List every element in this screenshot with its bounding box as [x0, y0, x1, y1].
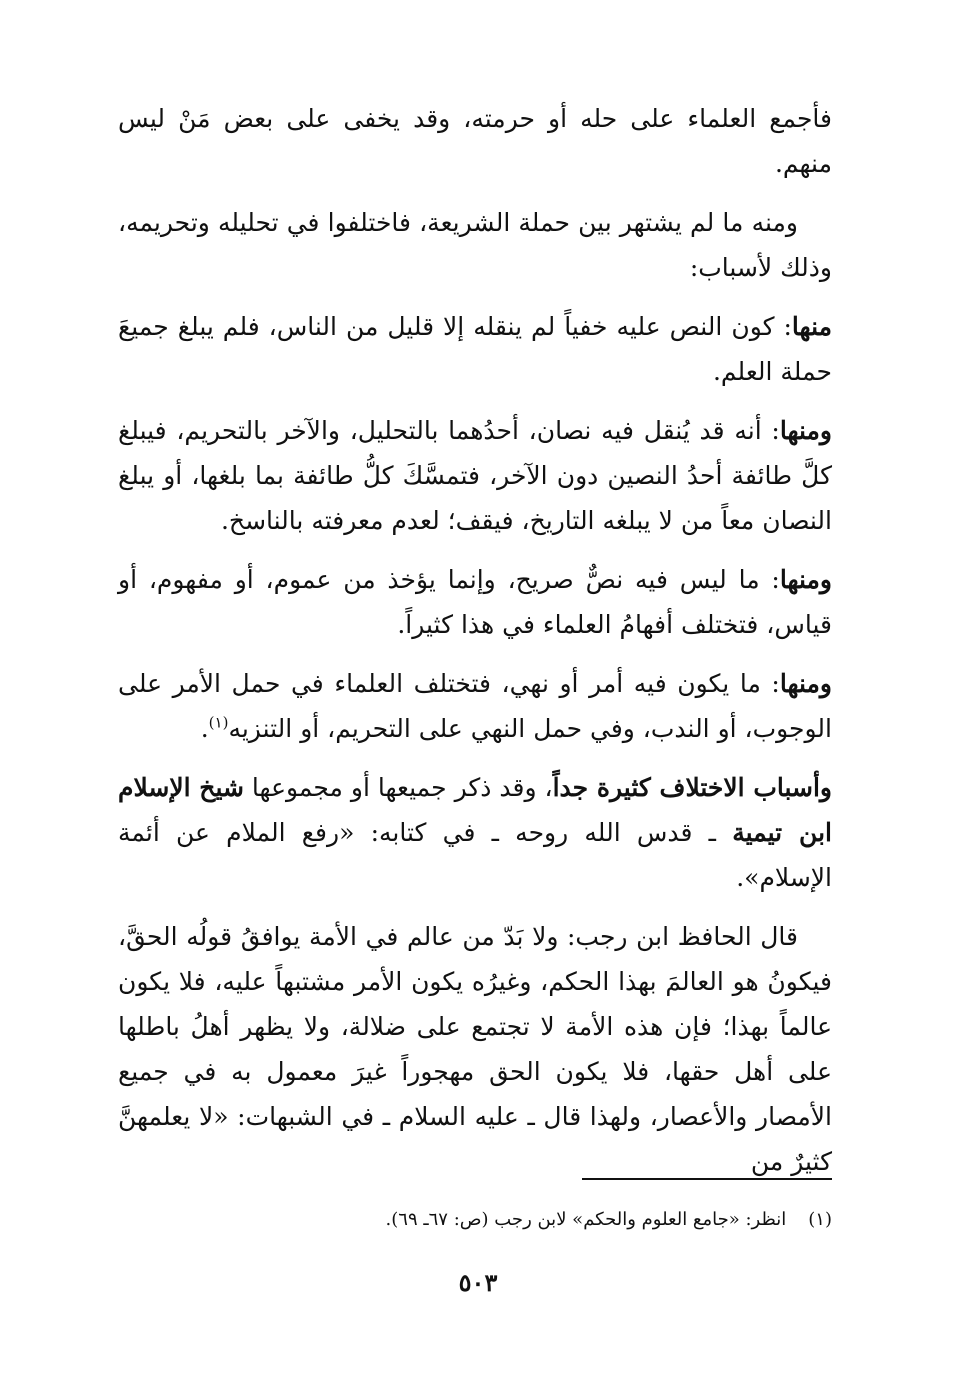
- text-segment: قال الحافظ ابن رجب: ولا بَدّ من عالم في الأمة يوافقُ قولُه الحقَّ، فيكونُ هو العالمَ بهذا الحكم، وغيرُه يكون الأمر مشتبهاً عليه، فلا يكون عالماً بهذا؛ فإن هذه الأمة لا تجتمع على ضلالة، ولا يظهر أهلُ باطلها على أهل حقها، فلا يكون الحق مهجوراً غيرَ معمول به في جميع الأمصار والأعصار، ولهذا قال ـ عليه السلام ـ في الشبهات: «لا يعلمهنَّ كثيرٌ من: [118, 922, 832, 1176]
- paragraph: [118, 96, 832, 186]
- page-number: ٥٠٣: [458, 1268, 498, 1297]
- text-segment: : ما ليس فيه نصٌّ صريح، وإنما يؤخذ من عموم، أو مفهوم، أو قياس، فتختلف أفهامُ العلماء في هذا كثيراً.: [118, 565, 832, 639]
- bold-text-segment: شيخ الإسلام ابن تيمية: [118, 773, 832, 847]
- footnote-reference: (١): [208, 713, 229, 732]
- paragraph: [118, 765, 832, 900]
- bold-text-segment: ومنها: [779, 669, 832, 698]
- main-text: [118, 96, 832, 1198]
- paragraph: [118, 304, 832, 394]
- text-segment: ومنه ما لم يشتهر بين حملة الشريعة، فاختلفوا في تحليله وتحريمه، وذلك لأسباب:: [118, 208, 832, 282]
- paragraph: [118, 914, 832, 1184]
- bold-text-segment: وأسباب الاختلاف كثيرة جداً: [552, 773, 832, 802]
- paragraph: [118, 408, 832, 543]
- footnote: [118, 1200, 832, 1240]
- paragraph: [118, 557, 832, 647]
- text-segment: : أنه قد يُنقل فيه نصان، أحدُهما بالتحليل، والآخر بالتحريم، فيبلغ كلَّ طائفة أحدُ النصين دون الآخر، فتمسَّكَ كلُّ طائفة بما بلغها، أو يبلغ النصان معاً من لا يبلغه التاريخ، فيقف؛ لعدم معرفته بالناسخ.: [118, 416, 832, 535]
- text-segment: فأجمع العلماء على حله أو حرمته، وقد يخفى على بعض مَنْ ليس منهم.: [118, 104, 832, 178]
- bold-text-segment: منها: [791, 312, 832, 341]
- paragraph: [118, 661, 832, 751]
- text-segment: ـ قدس الله روحه ـ في كتابه: «رفع الملام عن أئمة الإسلام».: [118, 818, 832, 892]
- text-segment: ، وقد ذكر جميعها أو مجموعها: [243, 773, 553, 802]
- text-segment: .: [200, 714, 209, 743]
- bold-text-segment: ومنها: [779, 416, 832, 445]
- bold-text-segment: ومنها: [779, 565, 832, 594]
- footnote-text: انظر: «جامع العلوم والحكم» لابن رجب (ص: ٦٧ـ ٦٩).: [385, 1209, 787, 1230]
- footnote-number: (١): [808, 1209, 832, 1230]
- text-segment: : ما يكون فيه أمر أو نهي، فتختلف العلماء في حمل الأمر على الوجوب، أو الندب، وفي حمل النهي على التحريم، أو التنزيه: [118, 669, 832, 743]
- text-segment: : كون النص عليه خفياً لم ينقله إلا قليل من الناس، فلم يبلغ جميعَ حملة العلم.: [118, 312, 832, 386]
- paragraph: [118, 200, 832, 290]
- footnote-divider: [582, 1178, 832, 1180]
